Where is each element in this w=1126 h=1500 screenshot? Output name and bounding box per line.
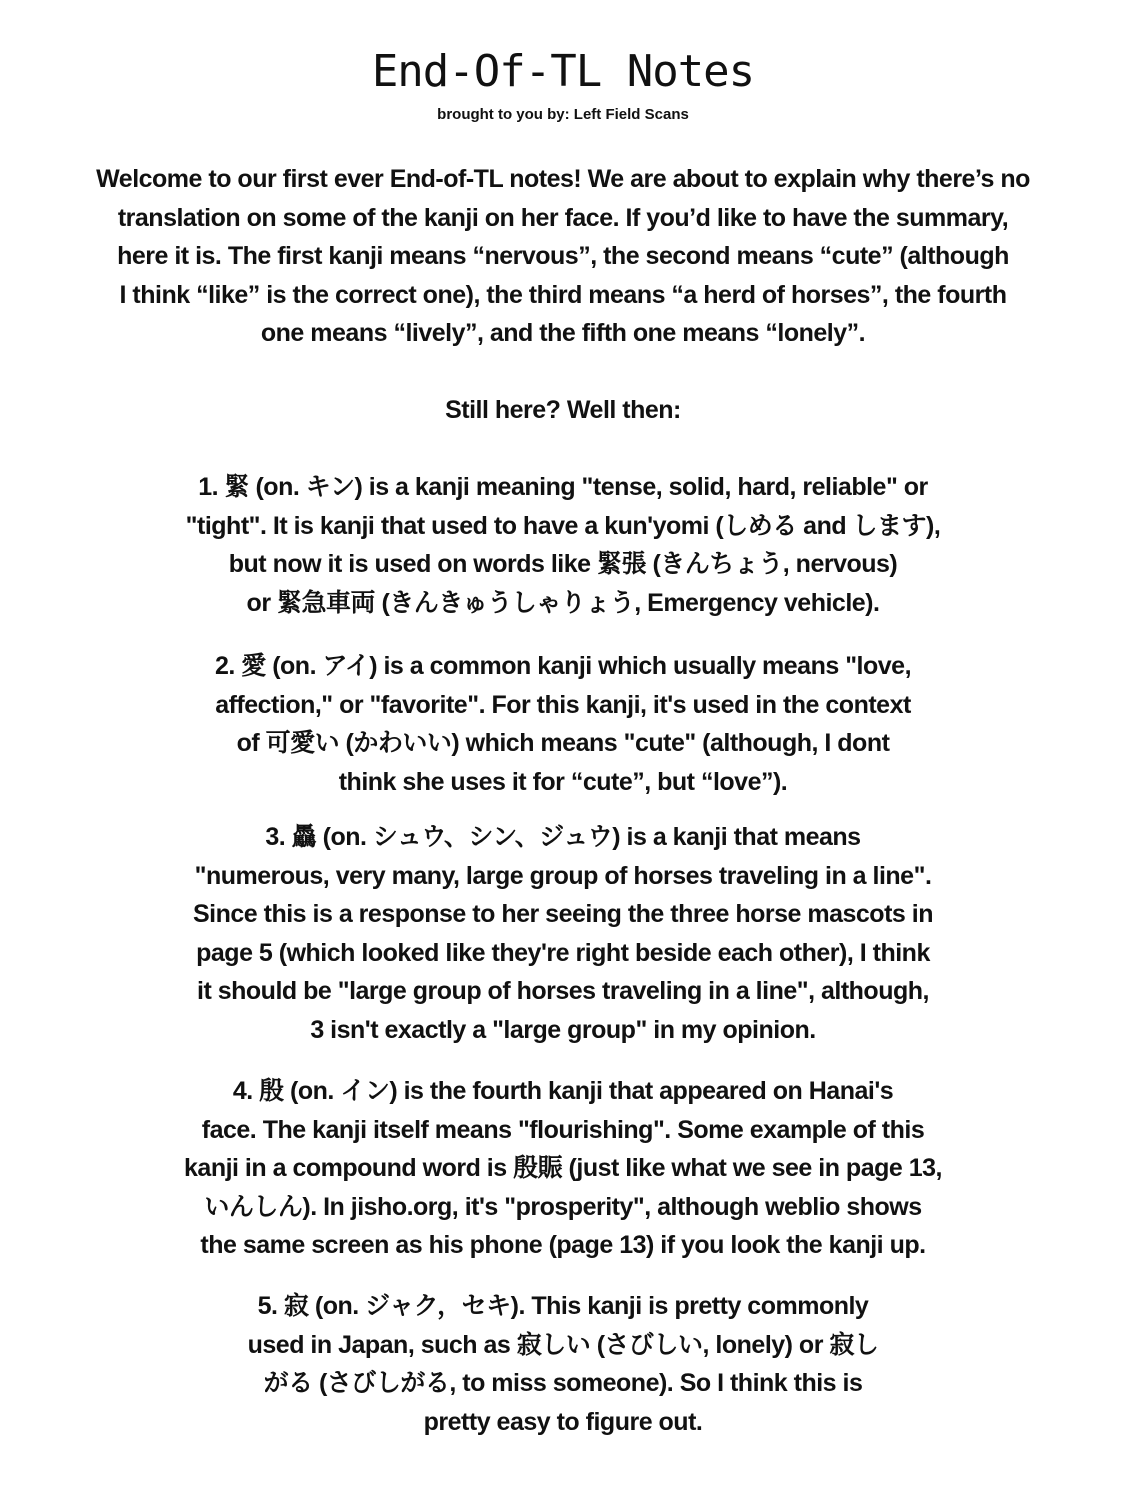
still-here-line xyxy=(60,391,1066,430)
note-line: or 緊急車両 (きんきゅうしゃりょう, Emergency vehicle). xyxy=(246,588,880,617)
note-3 xyxy=(60,818,1066,1049)
note-line: of 可愛い (かわいい) which means "cute" (although, I dont xyxy=(236,729,890,757)
note-line: 3. 驫 (on. シュウ、シン、ジュウ) is a kanji that means xyxy=(265,823,861,851)
note-line: "tight". It is kanji that used to have a kun'yomi (しめる and します), xyxy=(185,511,941,540)
page-title: End-Of-TL Notes xyxy=(371,46,755,97)
intro-line: one means “lively”, and the fifth one means “lonely”. xyxy=(260,319,866,347)
note-1 xyxy=(60,468,1066,622)
note-line: it should be "large group of horses traveling in a line", although, xyxy=(197,977,929,1005)
note-2 xyxy=(60,647,1066,801)
note-line: がる (さびしがる, to miss someone). So I think this is xyxy=(263,1369,863,1397)
note-line: kanji in a compound word is 殷賑 (just like what we see in page 13, xyxy=(184,1154,942,1182)
note-line: 2. 愛 (on. アイ) is a common kanji which usually means "love, xyxy=(214,652,912,680)
note-line: 3 isn't exactly a "large group" in my opinion. xyxy=(310,1015,816,1044)
note-line: 5. 寂 (on. ジャク，セキ). This kanji is pretty commonly xyxy=(257,1292,869,1320)
note-line: but now it is used on words like 緊張 (きんちょう, nervous) xyxy=(228,550,898,578)
credit-subtitle: brought to you by: Left Field Scans xyxy=(437,106,689,123)
note-line: "numerous, very many, large group of horses traveling in a line". xyxy=(194,861,932,890)
intro-paragraph xyxy=(60,160,1066,353)
note-line: used in Japan, such as 寂しい (さびしい, lonely) or 寂し xyxy=(247,1330,879,1359)
note-line: face. The kanji itself means "flourishing". Some example of this xyxy=(201,1115,925,1144)
note-line: Since this is a response to her seeing the three horse mascots in xyxy=(193,900,933,928)
note-line: 4. 殷 (on. イン) is the fourth kanji that appeared on Hanai's xyxy=(232,1077,894,1105)
note-line: the same screen as his phone (page 13) if you look the kanji up. xyxy=(200,1231,926,1259)
note-5 xyxy=(60,1287,1066,1441)
note-4 xyxy=(60,1072,1066,1265)
intro-line: translation on some of the kanji on her face. If you’d like to have the summary, xyxy=(117,203,1009,232)
note-line: page 5 (which looked like they're right beside each other), I think xyxy=(196,938,930,967)
intro-line: I think “like” is the correct one), the third means “a herd of horses”, the fourth xyxy=(119,280,1007,309)
note-line: pretty easy to figure out. xyxy=(423,1407,703,1436)
still-here-text: Still here? Well then: xyxy=(445,396,681,424)
note-line: 1. 緊 (on. キン) is a kanji meaning "tense, solid, hard, reliable" or xyxy=(198,473,928,501)
intro-line: here it is. The first kanji means “nervous”, the second means “cute” (although xyxy=(117,242,1009,270)
note-line: affection," or "favorite". For this kanji, it's used in the context xyxy=(215,690,911,719)
note-line: think she uses it for “cute”, but “love”). xyxy=(338,767,788,796)
intro-line: Welcome to our first ever End-of-TL notes! We are about to explain why there’s no xyxy=(96,165,1030,193)
note-line: いんしん). In jisho.org, it's "prosperity", although weblio shows xyxy=(204,1192,922,1221)
